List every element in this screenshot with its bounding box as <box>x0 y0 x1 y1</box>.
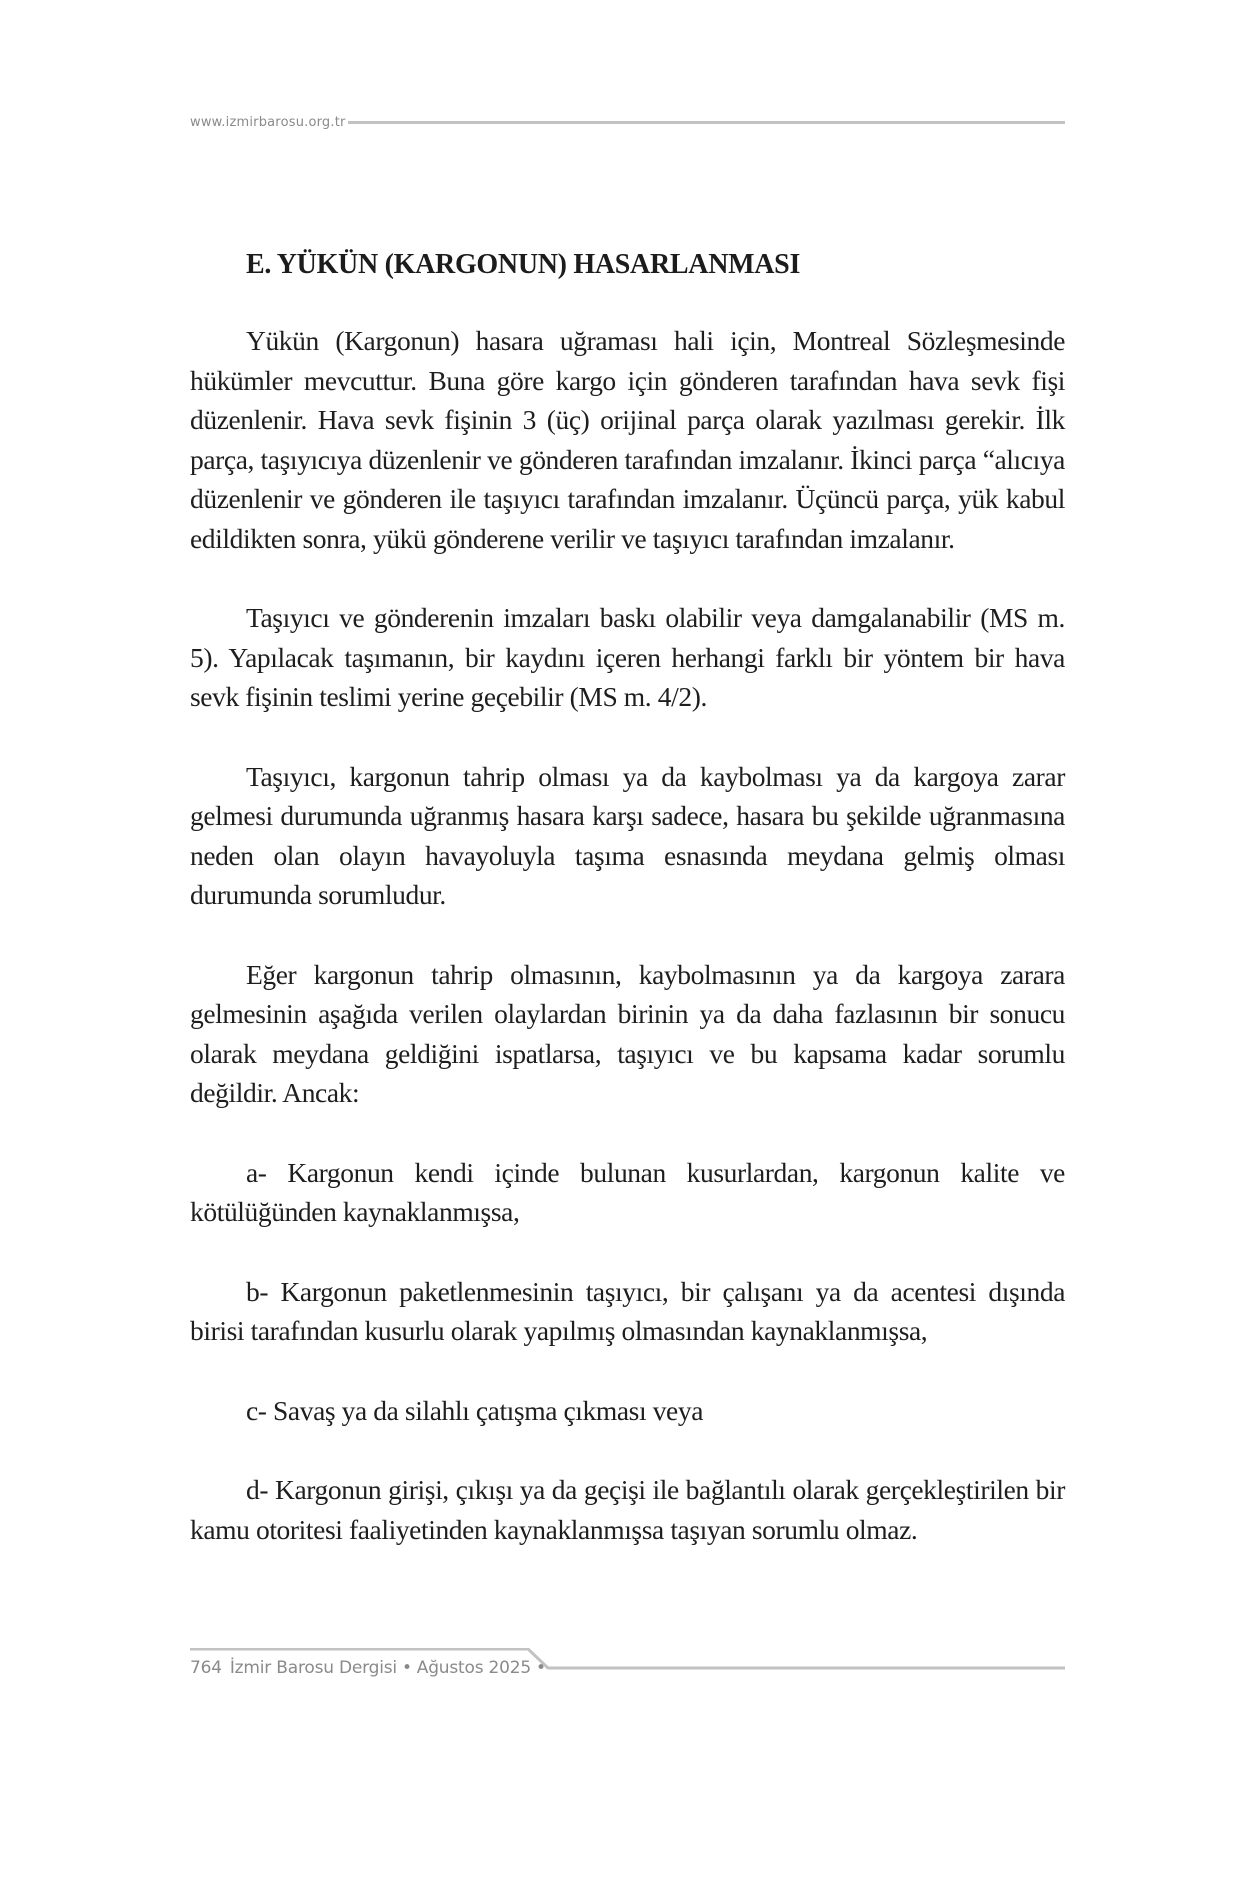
journal-name: İzmir Barosu Dergisi <box>229 1658 397 1678</box>
section-title: E. YÜKÜN (KARGONUN) HASARLANMASI <box>246 249 801 280</box>
paragraph: Eğer kargonun tahrip olmasının, kaybolmasının ya da kargoya zarara gelmesinin aşağıda verilen olaylardan birinin ya da daha fazlasının bir sonucu olarak meydana geldiğini ispatlarsa, taşıyıcı ve bu kapsama kadar sorumlu değildir. Ancak: <box>190 958 1065 1108</box>
list-item: d- Kargonun girişi, çıkışı ya da geçişi ile bağlantılı olarak gerçekleştirilen bir kamu otoritesi faaliyetinden kaynaklanmışsa taşıyan sorumlu olmaz. <box>190 1474 1065 1545</box>
footer-text <box>190 1658 551 1678</box>
website-url[interactable]: www.izmirbarosu.org.tr <box>190 114 346 130</box>
bullet-separator: • <box>401 1658 412 1678</box>
bullet-separator: • <box>536 1658 546 1678</box>
page-header <box>190 112 1065 132</box>
list-item: c- Savaş ya da silahlı çatışma çıkması veya <box>246 1394 704 1426</box>
page-footer <box>190 1648 1065 1688</box>
paragraph: Yükün (Kargonun) hasara uğraması hali için, Montreal Sözleşmesinde hükümler mevcuttur. Buna göre kargo için gönderen tarafından hava sevk fişi düzenlenir. Hava sevk fişinin 3 (üç) orijinal parça olarak yazılması gerekir. İlk parça, taşıyıcıya düzenlenir ve gönderen tarafından imzalanır. İkinci parça “alıcıya düzenlenir ve gönderen ile taşıyıcı tarafından imzalanır. Üçüncü parça, yük kabul edildikten sonra, yükü gönderene verilir ve taşıyıcı tarafından imzalanır. <box>190 325 1065 554</box>
issue-date: Ağustos 2025 <box>416 1658 532 1678</box>
paragraph: Taşıyıcı, kargonun tahrip olması ya da kaybolması ya da kargoya zarar gelmesi durumunda uğranmış hasara karşı sadece, hasara bu şekilde uğranmasına neden olan olayın havayoluyla taşıma esnasında meydana gelmiş olması durumunda sorumludur. <box>190 760 1065 910</box>
header-rule <box>348 121 1065 124</box>
paragraph: Taşıyıcı ve gönderenin imzaları baskı olabilir veya damgalanabilir (MS m. 5). Yapılacak taşımanın, bir kaydını içeren herhangi farklı bir yöntem bir hava sevk fişinin teslimi yerine geçebilir (MS m. 4/2). <box>190 602 1065 712</box>
page-number: 764 <box>190 1658 222 1678</box>
list-item: b- Kargonun paketlenmesinin taşıyıcı, bir çalışanı ya da acentesi dışında birisi tarafından kusurlu olarak yapılmış olmasından kaynaklanmışsa, <box>190 1275 1065 1346</box>
list-item: a- Kargonun kendi içinde bulunan kusurlardan, kargonun kalite ve kötülüğünden kaynaklanmışsa, <box>190 1156 1065 1227</box>
article-body <box>190 245 1065 1549</box>
